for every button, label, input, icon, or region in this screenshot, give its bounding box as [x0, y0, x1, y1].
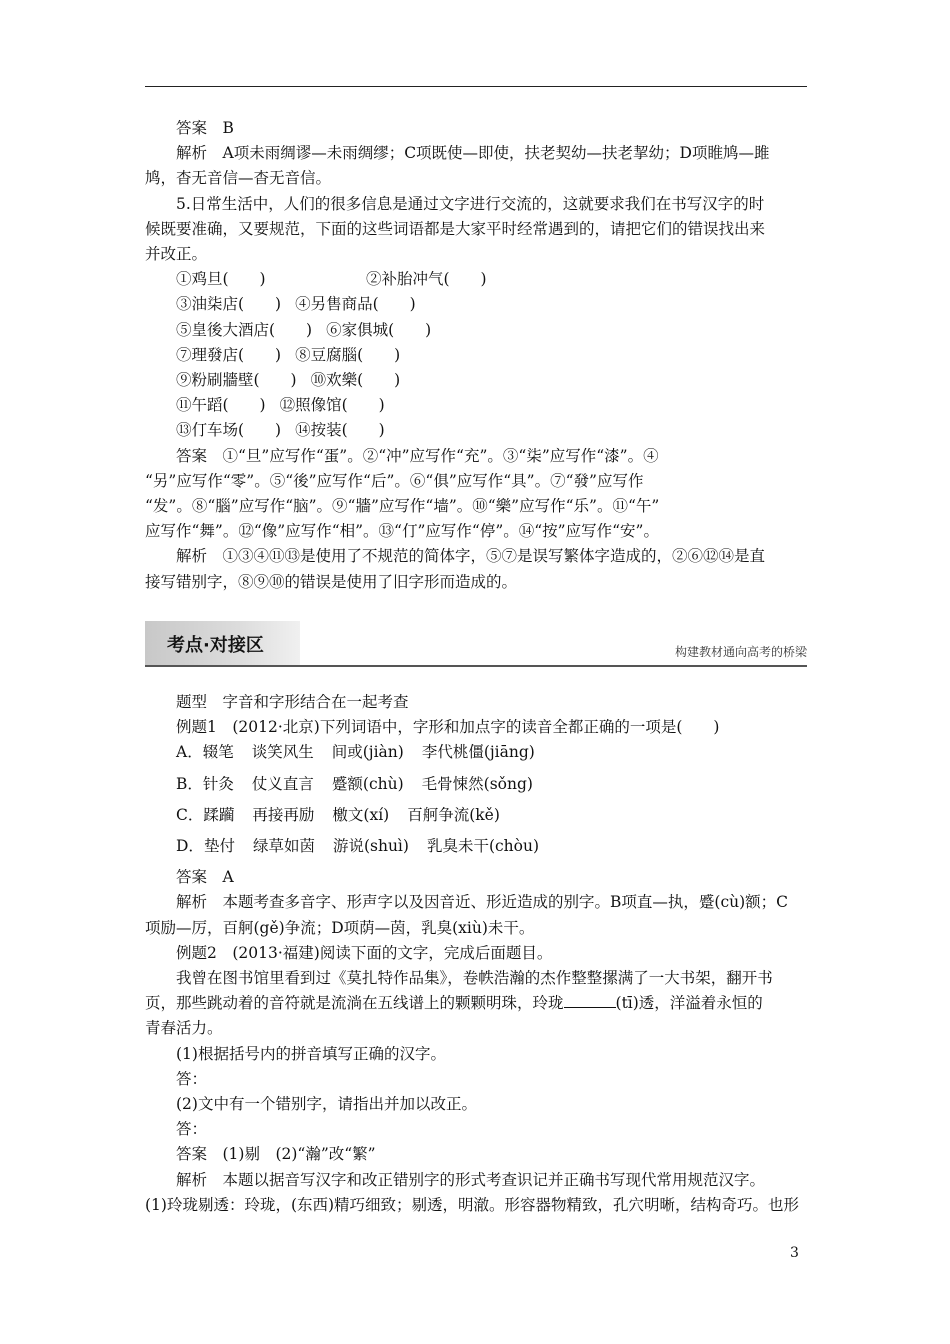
q5-answer-line-3: “发”。⑧“腦”应写作“脑”。⑨“牆”应写作“墙”。⑩“樂”应写作“乐”。⑪“午” — [145, 497, 660, 516]
q5-items-row-2: ③油柒店( ) ④另售商品( ) — [176, 295, 416, 314]
example-2-passage-line-2: 页，那些跳动着的音符就是流淌在五线谱上的颗颗明珠，玲珑 (tī)透，洋溢着永恒的 — [145, 991, 807, 1016]
q5-answer-line-4: 应写作“舞”。⑫“像”应写作“相”。⑬“仃”应写作“停”。⑭“按”应写作“安”。 — [145, 522, 659, 541]
q5-items-row-6: ⑪午蹈( ) ⑫照像馆( ) — [176, 396, 385, 415]
q4-analysis-line-1: 解析 A项未雨绸谬—未雨绸缪；C项既使—即使，扶老契幼—扶老挈幼；D项睢鸠—雎 — [176, 144, 770, 163]
example-1-analysis-line-1: 解析 本题考查多音字、形声字以及因音近、形近造成的别字。B项直—执，蹙(cù)额；C — [176, 893, 789, 912]
example-2-answer: 答案 (1)剔 (2)“瀚”改“繁” — [176, 1145, 376, 1164]
q5-items-row-1: ①鸡旦( ) ②补胎冲气( ) — [176, 270, 487, 289]
section-rule — [145, 665, 807, 667]
q5-items-row-4: ⑦理發店( ) ⑧豆腐腦( ) — [176, 345, 401, 364]
section-header — [145, 621, 807, 667]
q5-items-row-7: ⑬仃车场( ) ⑭按装( ) — [176, 421, 385, 440]
example-2-stem: 例题2 (2013·福建)阅读下面的文字，完成后面题目。 — [176, 943, 553, 962]
example-1-option-a: A．辍笔 谈笑风生 间或(jiàn) 李代桃僵(jiāng) — [176, 743, 535, 762]
q5-stem-line-2: 候既要准确，又要规范，下面的这些词语都是大家平时经常遇到的，请把它们的错误找出来 — [145, 219, 766, 238]
q4-answer: 答案 B — [176, 119, 234, 137]
example-1-option-d: D．垫付 绿草如茵 游说(shuì) 乳臭未干(chòu) — [176, 837, 540, 856]
q4-analysis-line-2: 鸠，杳无音信—杳无音信。 — [145, 169, 332, 188]
example-1-option-b: B．针灸 仗义直言 蹙额(chù) 毛骨悚然(sǒng) — [176, 774, 533, 793]
section-body — [145, 690, 807, 1218]
example-2-sub-question-1: (1)根据括号内的拼音填写正确的汉字。 — [176, 1044, 446, 1063]
q5-answer-line-1: 答案 ①“旦”应写作“蛋”。②“冲”应写作“充”。③“柒”应写作“漆”。④ — [176, 446, 659, 465]
q5-analysis-line-1: 解析 ①③④⑪⑬是使用了不规范的简体字，⑤⑦是误写繁体字造成的，②⑥⑫⑭是直 — [176, 547, 766, 566]
q5-items-row-3: ⑤皇後大酒店( ) ⑥家俱城( ) — [176, 320, 432, 339]
example-2-sub-answer-1: 答： — [176, 1069, 208, 1088]
example-2-sub-answer-2: 答： — [176, 1120, 208, 1139]
fill-in-blank[interactable] — [564, 991, 616, 1008]
example-2-analysis-line-2: (1)玲珑剔透：玲珑，(东西)精巧细致；剔透，明澈。形容器物精致，孔穴明晰，结构奇巧。也形 — [145, 1195, 800, 1214]
q5-stem-line-1: 5.日常生活中，人们的很多信息是通过文字进行交流的，这就要求我们在书写汉字的时 — [176, 194, 765, 213]
example-2-passage-line-1: 我曾在图书馆里看到过《莫扎特作品集》，卷帙浩瀚的杰作整整摞满了一大书架，翻开书 — [176, 969, 773, 988]
section-title: 考点·对接区 — [167, 635, 264, 656]
header-rule — [145, 86, 807, 87]
example-1-analysis-line-2: 项励—厉，百舸(gě)争流；D项荫—茵，乳臭(xiù)未干。 — [145, 918, 535, 937]
example-2-sub-question-2: (2)文中有一个错别字，请指出并加以改正。 — [176, 1095, 477, 1114]
example-1-stem: 例题1 (2012·北京)下列词语中，字形和加点字的读音全都正确的一项是( ) — [176, 718, 720, 737]
q5-items-row-5: ⑨粉刷牆壁( ) ⑩欢樂( ) — [176, 371, 401, 390]
example-1-option-c: C．蹂躏 再接再励 檄文(xí) 百舸争流(kě) — [176, 805, 500, 824]
q5-answer-line-2: “另”应写作“零”。⑤“後”应写作“后”。⑥“俱”应写作“具”。⑦“發”应写作 — [145, 471, 644, 490]
page-number: 3 — [790, 1245, 799, 1261]
section-subtitle: 构建教材通向高考的桥梁 — [674, 645, 807, 659]
example-1-answer: 答案 A — [176, 868, 234, 887]
q5-stem-line-3: 并改正。 — [145, 245, 208, 264]
example-2-passage-line-3: 青春活力。 — [145, 1019, 223, 1038]
q5-analysis-line-2: 接写错别字，⑧⑨⑩的错误是使用了旧字形而造成的。 — [145, 572, 518, 591]
example-2-analysis-line-1: 解析 本题以据音写汉字和改正错别字的形式考查识记并正确书写现代常用规范汉字。 — [176, 1170, 766, 1189]
topic-line: 题型 字音和字形结合在一起考查 — [176, 693, 409, 711]
page-body — [145, 116, 807, 595]
